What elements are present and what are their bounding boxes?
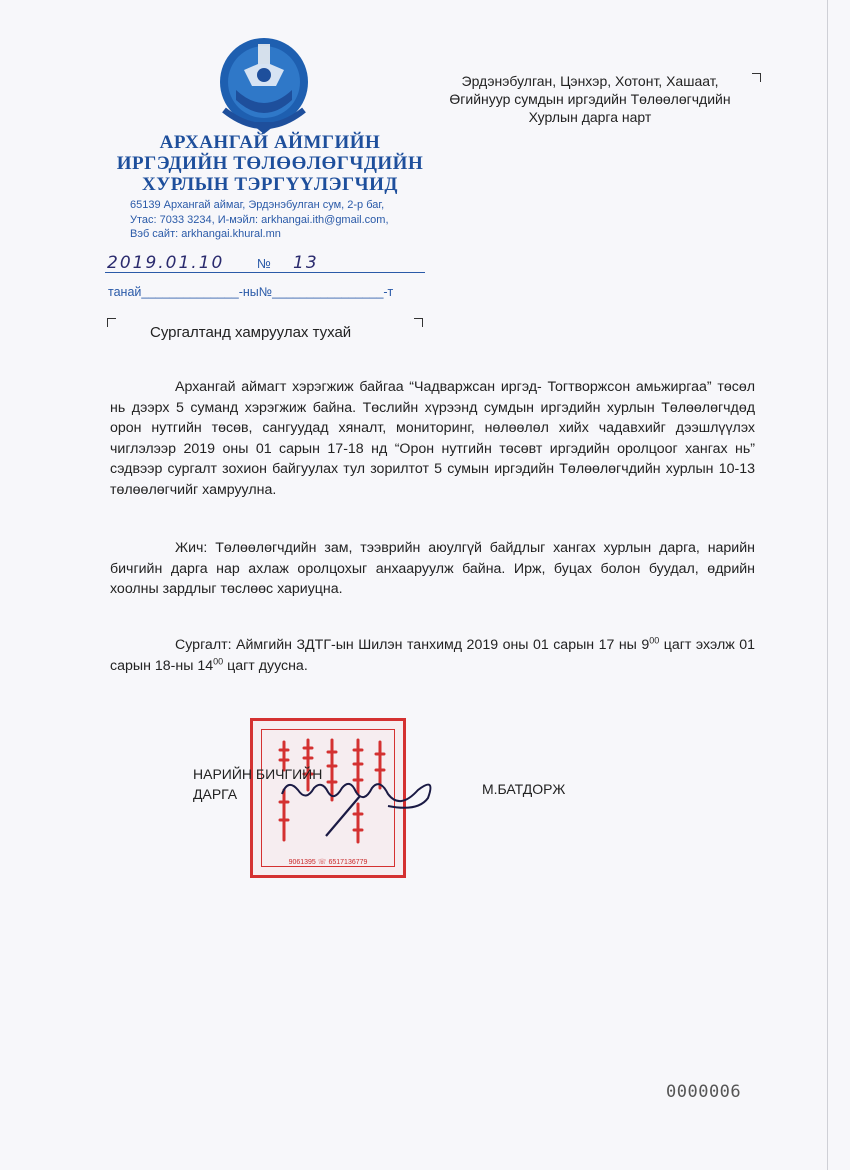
body-training-info	[110, 635, 755, 676]
body-paragraph-1: Архангай аймагт хэрэгжиж байгаа “Чадваржсан иргэд- Тогтворжсон амьжиргаа” төсөл нь дээрх 5 суманд хэрэгжиж байна. Төслийн хүрээнд сумдын иргэдийн хурлын Төлөөлөгчдөд орон нутгийн төсөв, сангуудад хяналт, мониторинг, нөлөөлөл хийх чадавхийг дээшлүүлэх чиглэлээр 2019 оны 01 сарын 17-18 нд “Орон нутгийн төсөвт иргэдийн оролцоог хангах нь” сэдвээр сургалт зохион байгуулах тул зорилтот 5 сумын иргэдийн Төлөөлөгчдийн хурлын 10-13 төлөөлөгчийг хамруулна.	[110, 379, 755, 498]
number-label: №	[257, 256, 271, 271]
signatory-title-line-1: НАРИЙН БИЧГИЙН	[193, 766, 323, 782]
body-note: Жич: Төлөөлөгчдийн зам, тээврийн аюулгүй байдлыг хангах хурлын дарга, нарийн бичгийн дарга нар ахлаж оролцохыг анхааруулж байна. Ирж, буцах болон буудал, өдрийн хоолны зардлыг төслөөс хариуцна.	[110, 540, 755, 597]
recipient-line-1: Эрдэнэбулган, Цэнхэр, Хотонт, Хашаат,	[461, 73, 719, 89]
number-handwritten: 13	[293, 253, 319, 273]
contact-website: Вэб сайт: arkhangai.khural.mn	[130, 228, 281, 240]
training-text-c: цагт дуусна.	[223, 657, 308, 674]
training-text-b: цагт эхэлж 01 сарын 18-ны 14	[110, 637, 755, 674]
recipient-line-2: Өгийнуур сумдын иргэдийн Төлөөлөгчдийн	[449, 91, 731, 107]
recipient-line-3: Хурлын дарга нарт	[528, 109, 652, 125]
org-title-line-3: ХУРЛЫН ТЭРГҮҮЛЭГЧИД	[142, 174, 398, 195]
document-serial-number: 0000006	[666, 1082, 742, 1102]
stamp-number: 9061395 ☏ 6517136779	[288, 859, 368, 866]
contact-address: 65139 Архангай аймаг, Эрдэнэбулган сум, 2-р баг,	[130, 199, 385, 211]
reference-line: танай______________-ны№________________-т	[108, 285, 394, 299]
recipient-block	[420, 72, 760, 126]
letter-subject: Сургалтанд хамруулах тухай	[150, 324, 352, 341]
organization-title	[100, 132, 440, 195]
org-title-line-1: АРХАНГАЙ АЙМГИЙН	[159, 132, 381, 153]
org-title-line-2: ИРГЭДИЙН ТӨЛӨӨЛӨГЧДИЙН	[116, 153, 424, 174]
corner-mark	[107, 318, 116, 327]
corner-mark	[752, 73, 761, 82]
signatory-name: М.БАТДОРЖ	[482, 781, 566, 797]
corner-mark	[414, 318, 423, 327]
date-number-line	[105, 253, 425, 273]
training-superscript-1: 00	[649, 635, 660, 646]
contact-phone-email: Утас: 7033 3234, И-мэйл: arkhangai.ith@gmail.com,	[130, 213, 389, 226]
training-superscript-2: 00	[213, 655, 224, 666]
contact-block	[130, 198, 430, 242]
state-emblem-icon	[214, 30, 314, 140]
training-text-a: Сургалт: Аймгийн ЗДТГ-ын Шилэн танхимд 2019 оны 01 сарын 17 ны 9	[175, 637, 650, 653]
handwritten-signature	[268, 760, 448, 845]
page-edge-line	[827, 0, 828, 1170]
signatory-title-line-2: ДАРГА	[193, 786, 238, 802]
date-handwritten: 2019.01.10	[107, 253, 225, 273]
